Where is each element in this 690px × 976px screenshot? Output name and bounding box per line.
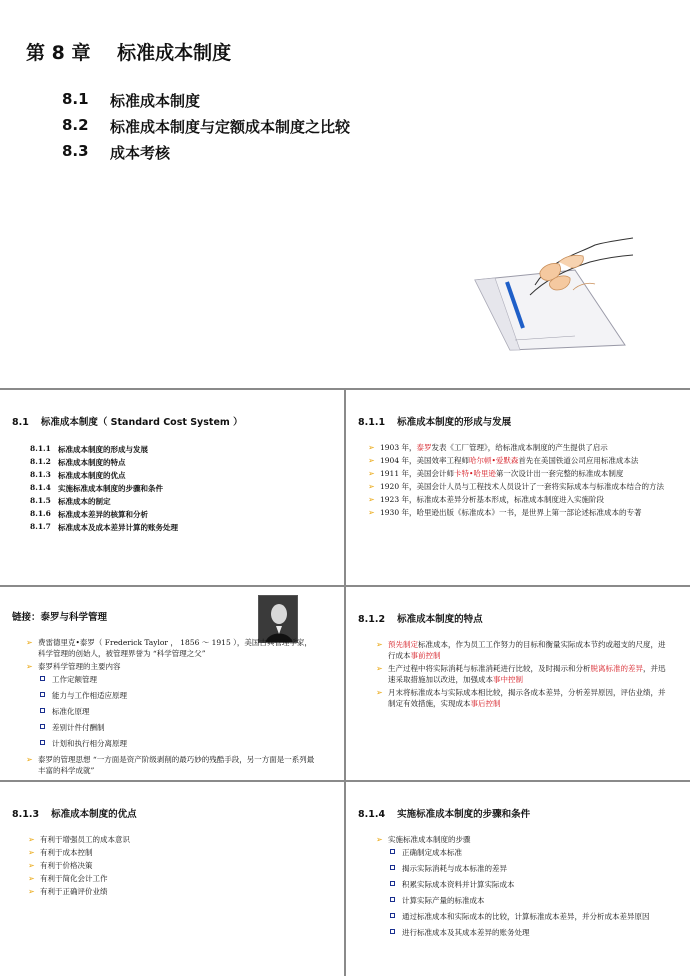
section-title: 标准成本制度的优点 (51, 809, 137, 820)
toc-item (62, 142, 350, 168)
advantages-list (28, 834, 318, 899)
section-title: 标准成本制度的形成与发展 (397, 417, 512, 428)
taylor-portrait-photo (258, 595, 298, 643)
arrow-bullet-icon: ➢ (26, 755, 33, 764)
list-item: ➢ 泰罗的管理思想 “一方面是资产阶级剥削的最巧妙的残酷手段，另一方面是一系列最丰富的科学成就” (26, 755, 315, 775)
arrow-bullet-icon: ➢ (28, 848, 35, 857)
taylor-list (26, 637, 316, 778)
chapter-number: 第 8 章 (26, 42, 91, 64)
square-bullet-icon (40, 692, 45, 697)
list-item: 进行标准成本及其成本差异的账务处理 (388, 927, 666, 938)
list-item: ➢ 生产过程中将实际消耗与标准消耗进行比较，及时揭示和分析脱离标准的差异，并迅速采取措施加以改进，加强成本事中控制 (376, 664, 666, 684)
slide-title (358, 806, 530, 820)
section-number: 8.1.1 (358, 417, 386, 428)
toc-label: 成本考核 (110, 144, 171, 162)
section-number: 8.1.4 (358, 809, 386, 820)
list-item: 8.1.6 标准成本差异的核算和分析 (30, 509, 148, 519)
square-bullet-icon (40, 740, 45, 745)
arrow-bullet-icon: ➢ (368, 482, 375, 491)
square-bullet-icon (390, 881, 395, 886)
list-item: ➢ 1903 年，泰罗发表《工厂管理》，给标准成本制度的产生提供了启示 (368, 443, 608, 452)
slide-standard-cost-system (0, 390, 344, 585)
toc-number: 8.1 (62, 90, 89, 108)
list-item: 正确制定成本标准 (388, 847, 666, 858)
steps-sublist (388, 847, 666, 938)
slide-formation-development (346, 390, 690, 585)
list-item: ➢ 1923 年，标准成本差异分析基本形成，标准成本制度进入实施阶段 (368, 495, 604, 504)
slide-title (12, 806, 137, 820)
section-number: 8.1.2 (358, 614, 386, 625)
list-item: 8.1.1 标准成本制度的形成与发展 (30, 444, 148, 454)
slide-advantages (0, 782, 344, 976)
square-bullet-icon (390, 913, 395, 918)
characteristics-list (376, 639, 666, 711)
list-item: 能力与工作相适应原理 (38, 690, 316, 701)
list-item: ➢ 有利于正确评价业绩 (28, 887, 108, 896)
square-bullet-icon (390, 865, 395, 870)
toc-item (62, 90, 350, 116)
list-item: ➢ 有利于简化会计工作 (28, 874, 108, 883)
section-title: 链接：泰罗与科学管理 (12, 612, 108, 623)
arrow-bullet-icon: ➢ (368, 495, 375, 504)
title-slide (0, 0, 690, 388)
slide-title (12, 609, 107, 623)
list-item: 揭示实际消耗与成本标准的差异 (388, 863, 666, 874)
list-item: ➢ 有利于成本控制 (28, 848, 93, 857)
arrow-bullet-icon: ➢ (368, 469, 375, 478)
slide-characteristics (346, 587, 690, 780)
list-item: 计算实际产量的标准成本 (388, 895, 666, 906)
slide-steps-conditions (346, 782, 690, 976)
chapter-heading (26, 38, 231, 65)
square-bullet-icon (40, 708, 45, 713)
list-item: 8.1.7 标准成本及成本差异计算的账务处理 (30, 522, 178, 532)
table-of-contents (62, 90, 350, 168)
square-bullet-icon (390, 897, 395, 902)
list-item: ➢ 实施标准成本制度的步骤 正确制定成本标准 揭示实际消耗与成本标准的差异 积累实际成本资料并计算实际成本 计算实际产量的标准成本 通过标准成本和实际成本的比较，计算标准成本差异，并分析成本差异原因 进行标准成本及其成本差异的账务处理 (376, 834, 666, 938)
toc-label: 标准成本制度与定额成本制度之比较 (110, 118, 351, 136)
slide-title (12, 414, 243, 428)
list-item: ➢ 1920 年，美国会计人员与工程技术人员设计了一套将实际成本与标准成本结合的方法 (368, 482, 664, 491)
list-item: 标准化原理 (38, 706, 316, 717)
arrow-bullet-icon: ➢ (26, 662, 33, 671)
list-item: ➢ 预先制定标准成本，作为员工工作努力的目标和衡量实际成本节约或超支的尺度，进行成本事前控制 (376, 640, 666, 660)
toc-label: 标准成本制度 (110, 92, 201, 110)
list-item: ➢ 有利于价格决策 (28, 861, 93, 870)
slide-taylor-scientific-management (0, 587, 344, 780)
chapter-title: 标准成本制度 (117, 42, 232, 64)
arrow-bullet-icon: ➢ (28, 887, 35, 896)
list-item: 8.1.4 实施标准成本制度的步骤和条件 (30, 483, 163, 493)
steps-list (376, 834, 666, 943)
arrow-bullet-icon: ➢ (376, 835, 383, 844)
taylor-sublist (38, 674, 316, 749)
list-item: 工作定额管理 (38, 674, 316, 685)
section-number: 8.1.3 (12, 809, 40, 820)
toc-item (62, 116, 350, 142)
section-title: 标准成本制度的特点 (397, 614, 483, 625)
arrow-bullet-icon: ➢ (376, 664, 383, 673)
slide-title (358, 414, 511, 428)
square-bullet-icon (390, 849, 395, 854)
list-item: ➢ 1930 年，哈里逊出版《标准成本》一书，是世界上第一部论述标准成本的专著 (368, 508, 642, 517)
typing-hands-illustration (455, 200, 635, 360)
toc-number: 8.2 (62, 116, 89, 134)
list-item: ➢ 1904 年，美国效率工程师哈尔顿•爱默森首先在美国铁道公司应用标准成本法 (368, 456, 639, 465)
arrow-bullet-icon: ➢ (28, 874, 35, 883)
list-item: ➢ 泰罗科学管理的主要内容 工作定额管理 能力与工作相适应原理 标准化原理 差别计件付酬制 计划和执行相分离原理 (26, 661, 316, 749)
toc-number: 8.3 (62, 142, 89, 160)
list-item: 计划和执行相分离原理 (38, 738, 316, 749)
square-bullet-icon (40, 724, 45, 729)
list-item: ➢ 月末将标准成本与实际成本相比较，揭示各成本差异，分析差异原因，评估业绩，并制定有效措施，实现成本事后控制 (376, 688, 666, 708)
list-item: ➢ 费雷德里克•泰罗（ Frederick Taylor ， 1856 ～ 1915 ），美国古典管理学家，科学管理的创始人，被管理界誉为 “科学管理之父” (26, 638, 312, 658)
arrow-bullet-icon: ➢ (368, 456, 375, 465)
slide-title (358, 611, 483, 625)
arrow-bullet-icon: ➢ (376, 688, 383, 697)
list-item: 8.1.2 标准成本制度的特点 (30, 457, 126, 467)
arrow-bullet-icon: ➢ (376, 640, 383, 649)
list-item: 通过标准成本和实际成本的比较，计算标准成本差异，并分析成本差异原因 (388, 911, 666, 922)
arrow-bullet-icon: ➢ (26, 638, 33, 647)
section-title: 实施标准成本制度的步骤和条件 (397, 809, 531, 820)
section-number: 8.1 (12, 417, 29, 428)
section-title: 标准成本制度（ Standard Cost System ） (40, 417, 243, 428)
square-bullet-icon (390, 929, 395, 934)
list-item: 积累实际成本资料并计算实际成本 (388, 879, 666, 890)
arrow-bullet-icon: ➢ (368, 443, 375, 452)
subsection-list (30, 444, 178, 535)
list-item: 差别计件付酬制 (38, 722, 316, 733)
square-bullet-icon (40, 676, 45, 681)
history-list (368, 442, 676, 520)
list-item: 8.1.5 标准成本的制定 (30, 496, 111, 506)
arrow-bullet-icon: ➢ (368, 508, 375, 517)
list-item: ➢ 有利于增强员工的成本意识 (28, 835, 130, 844)
list-item: ➢ 1911 年，美国会计师卡特•哈里逊第一次设计出一套完整的标准成本制度 (368, 469, 624, 478)
arrow-bullet-icon: ➢ (28, 835, 35, 844)
list-item: 8.1.3 标准成本制度的优点 (30, 470, 126, 480)
arrow-bullet-icon: ➢ (28, 861, 35, 870)
